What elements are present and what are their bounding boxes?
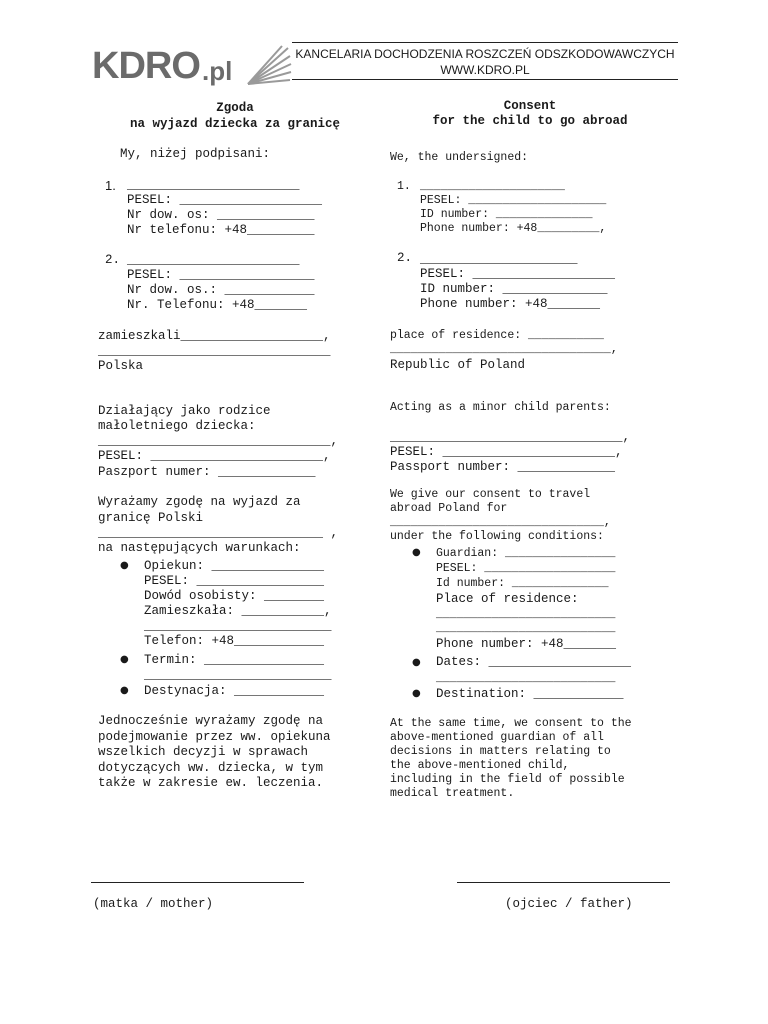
pl-child-passport: Paszport numer: _____________ (98, 465, 316, 479)
mother-signature-line (91, 882, 304, 883)
pl-title: Zgoda (216, 101, 254, 115)
logo-burst-icon (244, 44, 292, 88)
en-person1-phone: Phone number: +48_________, (420, 222, 607, 235)
header-website: WWW.KDRO.PL (440, 63, 530, 77)
en-final-line1: At the same time, we consent to the (390, 717, 632, 730)
en-child-passport: Passport number: _____________ (390, 460, 616, 474)
pl-person2-id: Nr dow. os.: ____________ (127, 283, 315, 297)
en-consent-line1: We give our consent to travel (390, 488, 591, 501)
pl-final-line3: wszelkich decyzji w sprawach (98, 745, 309, 759)
en-final-line6: medical treatment. (390, 787, 515, 800)
en-guardian: Guardian: ________________ (436, 547, 616, 560)
pl-person1-name: _______________________ (127, 178, 300, 192)
pl-residence-line2: _______________________________ (98, 344, 331, 358)
en-guardian-phone: Phone number: +48_______ (436, 637, 617, 651)
en-person2-name: _____________________ (420, 252, 578, 266)
en-guardian-residence: Place of residence: (436, 592, 579, 606)
pl-guardian-pesel: PESEL: _________________ (144, 574, 325, 588)
pl-person2-name: _______________________ (127, 253, 300, 267)
en-residence-line1: place of residence: ___________ (390, 329, 604, 342)
header-rule-top (292, 42, 678, 43)
pl-guardian-residence: Zamieszkała: ___________, (144, 604, 332, 618)
pl-subtitle: na wyjazd dziecka za granicę (129, 117, 341, 131)
en-dates: Dates: ___________________ (436, 655, 632, 669)
pl-person1-number: 1. (105, 178, 116, 193)
logo (92, 44, 292, 88)
en-person2-number: 2. (397, 251, 413, 265)
pl-child-pesel: PESEL: _______________________, (98, 449, 331, 463)
pl-bullet-destination: ● (120, 685, 129, 696)
en-bullet-guardian: ● (412, 547, 421, 558)
en-person1-id: ID number: ______________ (420, 208, 593, 221)
en-final-line5: including in the field of possible (390, 773, 625, 786)
en-guardian-residence-line2: __________________________ (436, 608, 616, 621)
header-rule-bottom (292, 79, 678, 80)
en-final-line2: above-mentioned guardian of all (390, 731, 604, 744)
pl-person2-phone: Nr. Telefonu: +48_______ (127, 298, 308, 312)
pl-final-line5: także w zakresie ew. leczenia. (98, 776, 324, 790)
father-signature-line (457, 882, 670, 883)
pl-consent-line2: granicę Polski (98, 511, 204, 525)
en-guardian-id: Id number: ______________ (436, 577, 609, 590)
pl-guardian-phone: Telefon: +48____________ (144, 634, 325, 648)
pl-consent-line1: Wyrażamy zgodę na wyjazd za (98, 495, 301, 509)
pl-person1-pesel: PESEL: ___________________ (127, 193, 323, 207)
pl-bullet-guardian: ● (120, 560, 129, 571)
en-residence-line2: ________________________________, (390, 343, 618, 356)
en-dates-line2: __________________________ (436, 672, 616, 685)
en-bullet-destination: ● (412, 688, 421, 699)
pl-destination: Destynacja: ____________ (144, 684, 325, 698)
pl-guardian-residence-line2: _________________________ (144, 619, 332, 633)
en-final-line4: the above-mentioned child, (390, 759, 570, 772)
header-firm-name: KANCELARIA DOCHODZENIA ROSZCZEŃ ODSZKODOWAWCZYCH (295, 47, 675, 61)
en-intro: We, the undersigned: (390, 151, 529, 164)
pl-consent-line3: ______________________________ , (98, 526, 339, 540)
en-consent-line4: under the following conditions: (390, 530, 604, 543)
pl-guardian: Opiekun: _______________ (144, 559, 325, 573)
en-guardian-pesel: PESEL: ___________________ (436, 562, 616, 575)
pl-final-line4: dotyczących ww. dziecka, w tym (98, 761, 324, 775)
logo-text: KDRO (92, 45, 200, 87)
pl-person1-id: Nr dow. os: _____________ (127, 208, 315, 222)
en-person2-id: ID number: ______________ (420, 282, 608, 296)
en-subtitle: for the child to go abroad (432, 114, 628, 128)
en-person2-pesel: PESEL: ___________________ (420, 267, 616, 281)
pl-person2-pesel: PESEL: __________________ (127, 268, 315, 282)
en-consent-line2: abroad Poland for (390, 502, 508, 515)
pl-acting-line1: Działający jako rodzice (98, 404, 271, 418)
en-person1-number: 1. (397, 180, 411, 193)
en-consent-line3: _______________________________, (390, 516, 611, 529)
en-acting-line1: Acting as a minor child parents: (390, 401, 611, 414)
pl-bullet-dates: ● (120, 654, 129, 665)
pl-acting-line2: małoletniego dziecka: (98, 419, 256, 433)
father-signature-label: (ojciec / father) (505, 897, 633, 911)
en-title: Consent (503, 99, 557, 113)
en-person1-pesel: PESEL: ____________________ (420, 194, 607, 207)
pl-child-name: _______________________________, (98, 434, 339, 448)
en-residence-country: Republic of Poland (390, 358, 526, 372)
pl-dates-line2: _________________________ (144, 668, 332, 682)
pl-intro: My, niżej podpisani: (120, 147, 271, 161)
pl-guardian-id: Dowód osobisty: ________ (144, 589, 325, 603)
en-child-pesel: PESEL: _______________________, (390, 445, 623, 459)
en-child-name: _______________________________, (390, 430, 631, 444)
logo-suffix: .pl (202, 56, 233, 86)
pl-final-line1: Jednocześnie wyrażamy zgodę na (98, 714, 324, 728)
en-final-line3: decisions in matters relating to (390, 745, 611, 758)
pl-person2-number: 2. (105, 253, 121, 267)
pl-dates: Termin: ________________ (144, 653, 325, 667)
mother-signature-label: (matka / mother) (93, 897, 214, 911)
pl-consent-line4: na następujących warunkach: (98, 541, 301, 555)
en-destination: Destination: ____________ (436, 687, 624, 701)
pl-residence-line1: zamieszkali___________________, (98, 329, 331, 343)
en-guardian-residence-line3: __________________________ (436, 622, 616, 635)
pl-residence-country: Polska (98, 359, 144, 373)
en-bullet-dates: ● (412, 657, 421, 668)
en-person2-phone: Phone number: +48_______ (420, 297, 601, 311)
pl-person1-phone: Nr telefonu: +48_________ (127, 223, 315, 237)
pl-final-line2: podejmowanie przez ww. opiekuna (98, 730, 331, 744)
en-person1-name: _____________________ (420, 180, 565, 193)
